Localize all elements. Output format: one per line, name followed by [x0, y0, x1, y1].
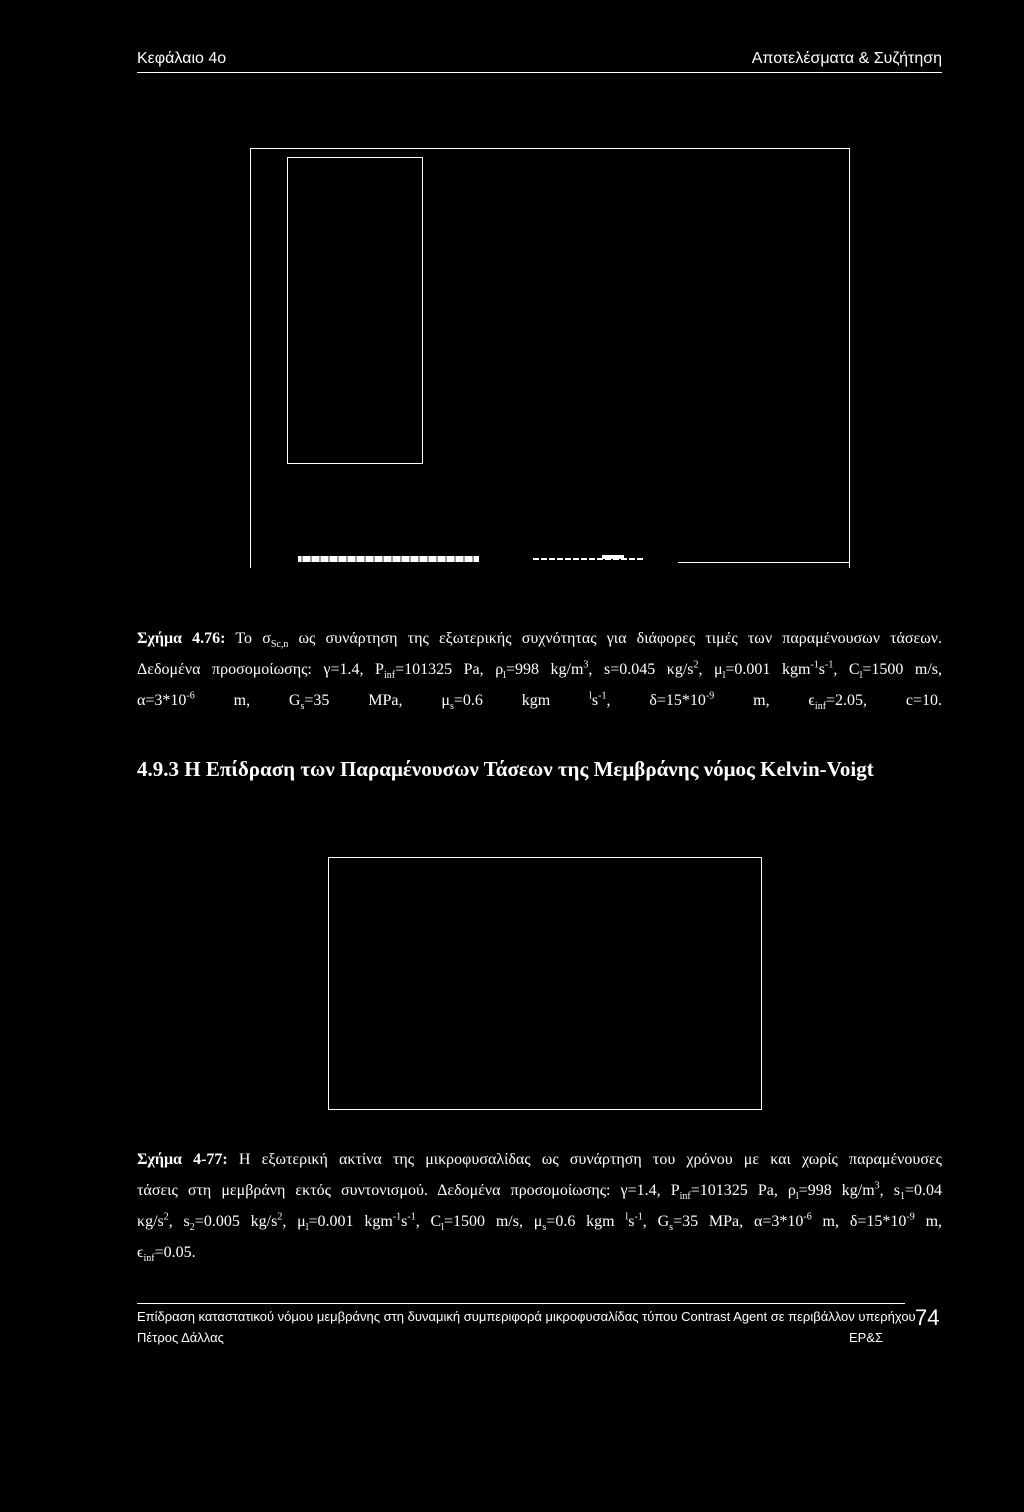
- caption-line: $\alpha=3*10^{-6}$ m, $G_s=35$ MPa, $\mu_s=0.6$ kgm $^ls^{-1}$, $\delta=15*10^{-9}$ m, $\epsilon_{inf}=2.05$, c=10.: [137, 690, 943, 713]
- header-divider: [137, 72, 942, 73]
- plot-inset-box: [287, 157, 423, 464]
- page-number: 74: [915, 1305, 940, 1330]
- plot-frame-right: [849, 148, 850, 568]
- figure-4-77-plot: [328, 857, 762, 1110]
- figure-label: Σχήμα 4.76:: [137, 630, 226, 647]
- figure-4-76-caption: [137, 623, 942, 716]
- plot-axis-fragment-4: [678, 562, 850, 563]
- caption-line: Δεδομένα προσομοίωσης: γ=1.4, $P_{inf}=101325$ Pa, $\rho_l=998$ $kg/m^3$, s=0.045 $\kappa g/s^2$, $\mu_l=0.001$ $kgm^{-1}s^{-1}$, $C_l=1500$ m/s,: [137, 659, 943, 682]
- caption-line: $\epsilon_{inf}=0.05$.: [137, 1244, 196, 1265]
- footer-author: Πέτρος Δάλλας: [137, 1330, 224, 1345]
- figure-label: Σχήμα 4-77:: [137, 1151, 228, 1168]
- caption-line: Σχήμα 4.76: Το $\sigma_{Sc,n}$ ως συνάρτηση της εξωτερικής συχνότητας για διάφορες τιμές των παραμένουσων τάσεων.: [137, 630, 943, 651]
- caption-line: $\kappa g/s^2$, $s_2=0.005$ $kg/s^2$, $\mu_l=0.001$ $kgm^{-1}s^{-1}$, $C_l=1500$ m/s, $\mu_s=0.6$ kgm $^ls^{-1}$, $G_s=35$ MPa, $\alpha=3*10^{-6}$ m, $\delta=15*10^{-9}$ m,: [137, 1211, 943, 1234]
- caption-line: τάσεις στη μεμβράνη εκτός συντονισμού. Δεδομένα προσομοίωσης: γ=1.4, $P_{inf}=101325$ Pa, $\rho_l=998$ $kg/m^3$, $s_1=0.04$: [137, 1180, 942, 1203]
- plot-frame-top: [250, 148, 850, 149]
- plot-frame-left: [250, 148, 251, 568]
- plot-axis-fragment-1: [298, 556, 479, 562]
- plot-axis-fragment-3: [602, 555, 624, 559]
- footer-divider: [137, 1303, 905, 1304]
- section-header: Αποτελέσματα & Συζήτηση: [751, 50, 942, 67]
- footer-institution: ΕΡ&Σ: [848, 1330, 883, 1345]
- section-heading: 4.9.3 Η Επίδραση των Παραμένουσων Τάσεων της Μεμβράνης νόμος Kelvin-Voigt: [137, 757, 874, 781]
- figure-4-77-caption: [137, 1144, 942, 1268]
- caption-line: Σχήμα 4-77: Η εξωτερική ακτίνα της μικροφυσαλίδας ως συνάρτηση του χρόνου με και χωρίς παραμένουσες: [137, 1151, 942, 1168]
- plot-axis-fragment-2: [533, 558, 643, 560]
- chapter-header: Κεφάλαιο 4ο: [137, 50, 227, 67]
- footer-thesis-title: Επίδραση καταστατικού νόμου μεμβράνης στη δυναμική συμπεριφορά μικροφυσαλίδας τύπου Contrast Agent σε περιβάλλον υπερήχου: [137, 1309, 916, 1324]
- figure-4-76-plot: [250, 148, 850, 568]
